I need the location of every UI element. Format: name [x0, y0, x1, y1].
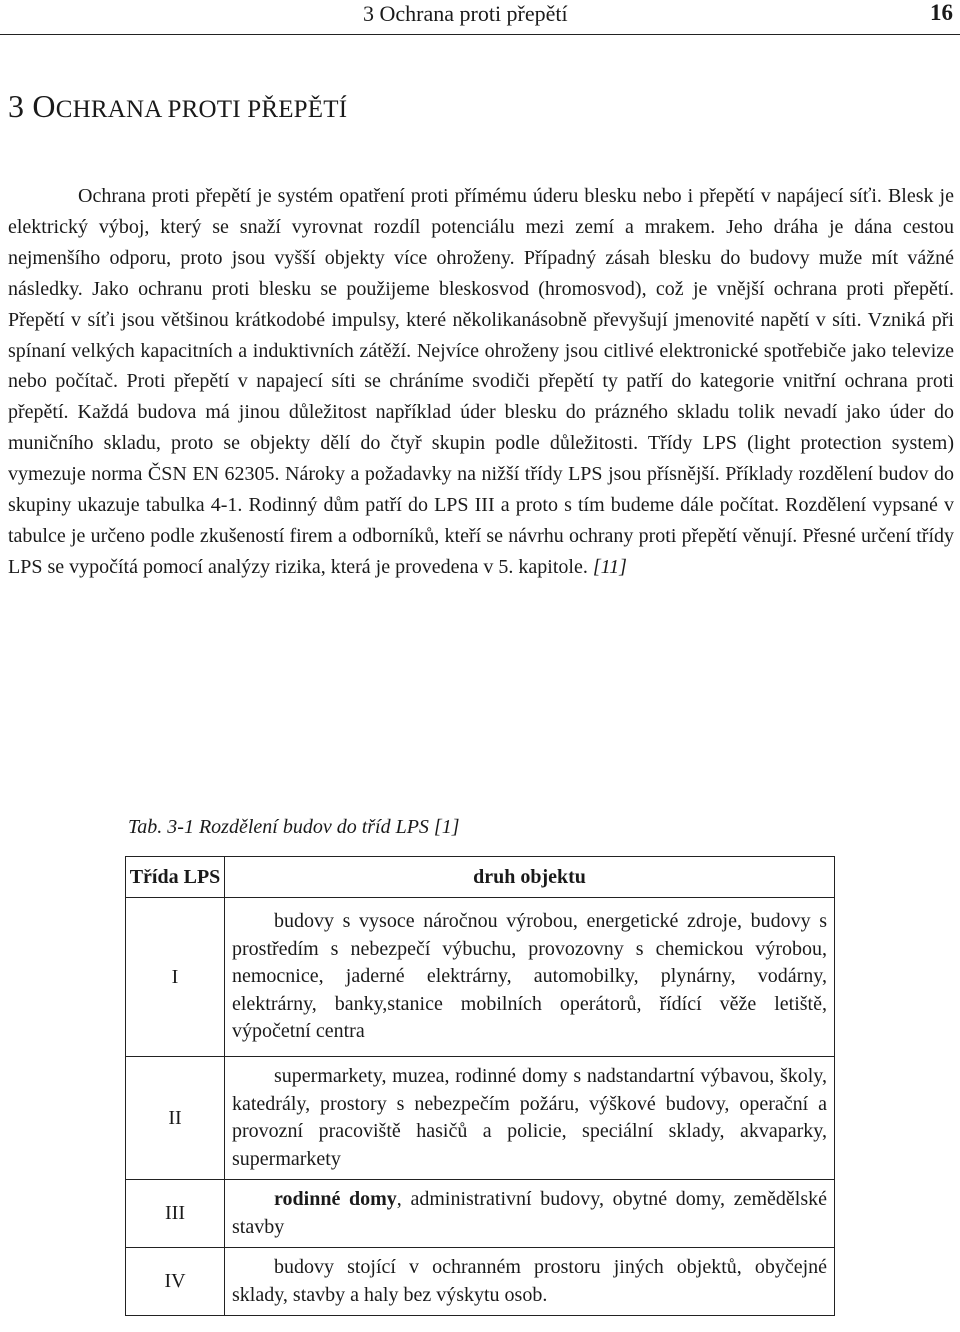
- table-caption: Tab. 3-1 Rozdělení budov do tříd LPS [1]: [128, 816, 460, 838]
- objects-text: , administrativní budovy, obytné domy, zemědělské stavby: [232, 1188, 827, 1238]
- chapter-number: 3: [8, 88, 25, 124]
- header-object-type: druh objektu: [225, 857, 835, 898]
- objects-cell: [225, 898, 835, 1057]
- lps-class-cell: I: [126, 898, 225, 1057]
- lps-class-cell: III: [126, 1180, 225, 1248]
- paragraph-text: Ochrana proti přepětí je systém opatření proti přímému úderu blesku nebo i přepětí v napájecí síťi. Blesk je elektrický výboj, který se snaží vyrovnat rozdíl potenciálu mezi zemí a mrakem. Jeho dráha je dána cestou nejmenšího odporu, proto jsou vyšší objekty více ohroženy. Případný zásah blesku do budovy muže mít vážné následky. Jako ochranu proti blesku se použijeme bleskosvod (hromosvod), což je vnější ochrana proti přepětí. Přepětí v síťi jsou většinou krátkodobé impulsy, které několikanásobně převyšují jmenovité napětí v síti. Vzniká při spínaní velkých kapacitních a induktivních zátěží. Nejvíce ohroženy jsou citlivé elektronické spotřebiče jako televize nebo počítač. Proti přepětí v napajecí síti se chráníme svodiči přepětí ty patří do kategorie vnitřní ochrana proti přepětí. Každá budova má jinou důležitost například úder blesku do prázného skladu tolik nevadí jako úder do muničního skladu, proto se objekty dělí do čtyř skupin podle důležitosti. Třídy LPS (light protection system) vymezuje norma ČSN EN 62305. Nároky a požadavky na nižší třídy LPS jsou přísnější. Příklady rozdělení budov do skupiny ukazuje tabulka 4-1. Rodinný dům patří do LPS III a proto s tím budeme dále počítat. Rozdělení vypsané v tabulce je určeno podle zkušeností firem a odborníků, kteří se návrhu ochrany proti přepětí věnují. Přesné určení třídy LPS se vypočítá pomocí analýzy rizika, která je provedena v 5. kapitole.: [8, 185, 954, 578]
- table-header-row: [126, 857, 835, 898]
- chapter-title-first-letter: O: [32, 88, 56, 124]
- objects-bold-prefix: rodinné domy: [274, 1188, 397, 1210]
- body-paragraph: [8, 181, 954, 583]
- chapter-title-rest: CHRANA PROTI PŘEPĚTÍ: [55, 96, 348, 123]
- lps-class-table: [125, 856, 835, 1316]
- table-row: [126, 1180, 835, 1248]
- chapter-heading: [8, 88, 347, 125]
- objects-cell: [225, 1057, 835, 1180]
- table-row: [126, 1248, 835, 1316]
- objects-text: budovy s vysoce náročnou výrobou, energetické zdroje, budovy s prostředím s nebezpečí výbuchu, provozovny s chemickou výrobou, nemocnice, jaderné elektrárny, automobilky, plynárny, vodárny, elektrárny, banky,stanice mobilních operátorů, řídící věže letiště, výpočetní centra: [232, 910, 827, 1043]
- table-row: [126, 1057, 835, 1180]
- objects-cell: [225, 1180, 835, 1248]
- header-lps-class: Třída LPS: [126, 857, 225, 898]
- objects-text: budovy stojící v ochranném prostoru jiných objektů, obyčejné sklady, stavby a haly bez výskytu osob.: [232, 1256, 827, 1306]
- lps-class-cell: IV: [126, 1248, 225, 1316]
- page-number: 16: [930, 0, 953, 25]
- objects-text: supermarkety, muzea, rodinné domy s nadstandartní výbavou, školy, katedrály, prostory s nebezpečím požáru, výškové budovy, operační a provozní pracoviště hasičů a policie, speciální sklady, akvaparky, supermarkety: [232, 1065, 827, 1170]
- running-header: [0, 0, 960, 35]
- table-row: [126, 898, 835, 1057]
- header-chapter-title: 3 Ochrana proti přepětí: [363, 1, 568, 26]
- objects-cell: [225, 1248, 835, 1316]
- citation: [11]: [592, 555, 627, 578]
- lps-class-cell: II: [126, 1057, 225, 1180]
